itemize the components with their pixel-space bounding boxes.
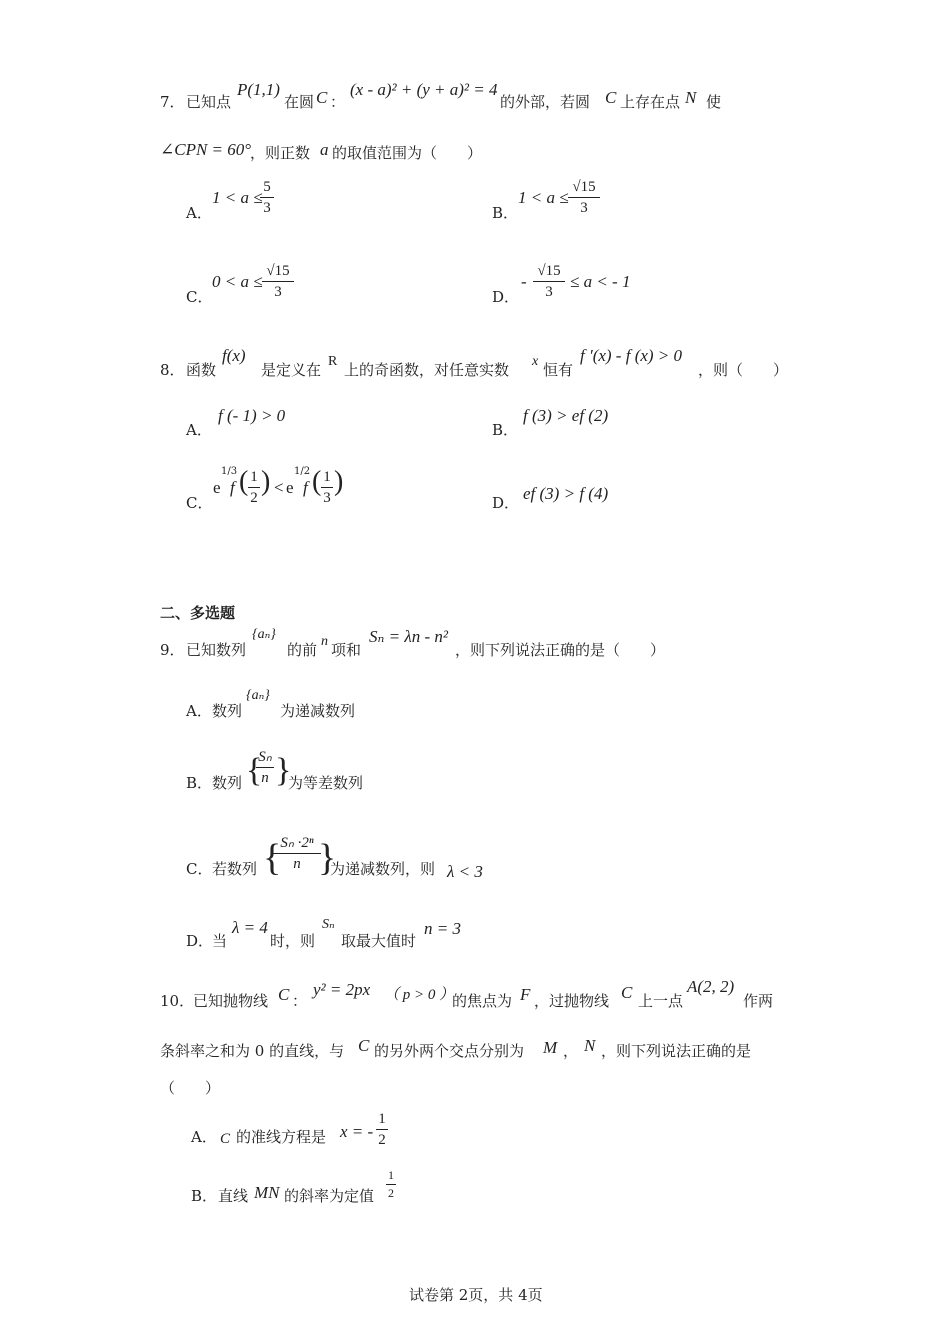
q7-option-b-expr: 1 < a ≤ — [518, 188, 569, 207]
q8-text-5: ，则（ ） — [698, 361, 789, 379]
q7-option-a-numerator: 5 — [263, 179, 271, 195]
q8-function: f(x) — [222, 346, 246, 365]
q9-option-c-fraction — [273, 834, 321, 873]
q8-condition: f ′(x) - f (x) > 0 — [580, 346, 683, 365]
q8-text-2: 是定义在 — [261, 361, 322, 379]
q7-text-7: 的取值范围为（ ） — [332, 144, 483, 162]
page-footer: 试卷第 2页，共 4页 — [409, 1286, 543, 1304]
q9-sequence: {aₙ} — [252, 627, 276, 642]
q7-circle-label-2: C — [605, 88, 617, 107]
q8-option-c-paren-close-1: ) — [261, 466, 271, 497]
q8-option-c-den-1: 2 — [250, 490, 258, 506]
q7-option-a-fraction — [260, 178, 274, 217]
q7-option-a-expr: 1 < a ≤ — [212, 188, 263, 207]
q9-option-c-condition: λ < 3 — [447, 862, 483, 881]
q7-option-c-label: C． — [186, 288, 213, 306]
q10-option-a-numerator: 1 — [378, 1111, 386, 1127]
q7-option-d-label: D． — [492, 288, 520, 306]
q7-option-b-denominator: 3 — [580, 200, 588, 216]
q7-option-d-fraction — [533, 262, 565, 301]
q7-circle-label: C — [316, 88, 328, 107]
q8-option-c-paren-close-2: ) — [334, 466, 344, 497]
q10-option-a-text: 的准线方程是 — [236, 1128, 327, 1146]
q10-text-5: 作两 — [743, 992, 774, 1010]
q10-option-b-MN: MN — [254, 1183, 280, 1202]
q9-option-c-denominator: n — [293, 856, 301, 872]
q7-angle: ∠CPN = 60° — [160, 140, 252, 159]
q8-option-c-label: C． — [186, 494, 213, 512]
q8-option-b-label: B． — [492, 421, 519, 439]
q7-variable-a: a — [320, 140, 329, 159]
q10-text-1: 已知抛物线 — [193, 992, 269, 1010]
q10-point-A: A(2, 2) — [687, 977, 735, 996]
q10-option-b-fraction — [386, 1168, 396, 1201]
q7-option-b-numerator: √15 — [572, 179, 596, 195]
q7-option-c-fraction — [262, 262, 294, 301]
q7-option-a-denominator: 3 — [263, 200, 271, 216]
q7-option-c-numerator: √15 — [266, 263, 290, 279]
q10-point-M: M — [543, 1038, 558, 1057]
q9-option-c-text-2: 为递减数列，则 — [330, 860, 436, 878]
q8-number: 8． — [160, 361, 185, 379]
q9-option-c-text-1: 若数列 — [212, 860, 258, 878]
q10-colon: ： — [292, 992, 308, 1010]
q9-option-d-text-2: 时，则 — [270, 932, 316, 950]
q10-option-b-text-2: 的斜率为定值 — [284, 1187, 375, 1205]
q8-option-d-expr: ef (3) > f (4) — [523, 484, 609, 503]
q9-option-b-numerator: Sₙ — [258, 749, 272, 765]
q9-option-d-text-3: 取最大值时 — [341, 932, 417, 950]
q9-text-2: 的前 — [287, 641, 318, 659]
q10-option-a-C: C — [220, 1131, 231, 1147]
q10-option-a-denominator: 2 — [378, 1132, 386, 1148]
q9-option-b-text-1: 数列 — [212, 774, 243, 792]
q9-option-d-n: n = 3 — [424, 919, 461, 938]
q10-point-N: N — [584, 1036, 596, 1055]
q7-option-c-denominator: 3 — [274, 284, 282, 300]
q9-option-c-brace-open: { — [263, 837, 282, 879]
q10-option-a-expr: x = - — [340, 1122, 374, 1141]
q9-option-d-lambda: λ = 4 — [232, 918, 268, 937]
q9-variable-n: n — [321, 634, 328, 649]
q8-option-c-f1: f — [230, 478, 235, 497]
q8-text-3: 上的奇函数，对任意实数 — [344, 361, 510, 379]
q10-option-b-label: B． — [191, 1187, 218, 1205]
q9-text-3: 项和 — [331, 641, 362, 659]
q8-option-d-label: D． — [492, 494, 520, 512]
q10-line2-text-3: ，则下列说法正确的是 — [601, 1042, 752, 1060]
q10-condition: （ p > 0 ） — [384, 987, 455, 1003]
q9-option-b-fraction — [256, 748, 274, 787]
q10-line3: （ ） — [160, 1079, 221, 1097]
q8-option-b-expr: f (3) > ef (2) — [523, 406, 609, 425]
q7-option-a-label: A． — [186, 204, 212, 222]
q9-option-d-label: D． — [186, 932, 214, 950]
q9-option-c-brace-close: } — [318, 837, 337, 879]
q10-parabola-equation: y² = 2px — [313, 980, 371, 999]
q8-option-c-fraction-2 — [321, 468, 333, 507]
q9-option-b-denominator: n — [261, 770, 269, 786]
q8-option-c-less: < — [274, 478, 284, 497]
q8-option-a-label: A． — [186, 421, 212, 439]
q7-text-4: 上存在点 — [620, 93, 681, 111]
q7-text-1: 已知点 — [186, 93, 232, 111]
q8-option-c-exponent-2: 1/2 — [294, 466, 311, 477]
q10-comma: ， — [563, 1042, 579, 1060]
q10-number: 10． — [160, 992, 195, 1010]
q10-option-b-numerator: 1 — [388, 1168, 394, 1182]
q8-option-c-paren-open-2: ( — [312, 466, 322, 497]
q10-option-b-denominator: 2 — [388, 1186, 394, 1200]
q7-colon: ： — [330, 93, 346, 111]
q8-text-4: 恒有 — [543, 361, 574, 379]
q8-text-1: 函数 — [186, 361, 217, 379]
q8-option-c-exponent-1: 1/3 — [221, 466, 238, 477]
q7-option-c-expr: 0 < a ≤ — [212, 272, 263, 291]
q7-option-b-fraction — [568, 178, 600, 217]
q9-option-c-numerator: Sₙ ·2ⁿ — [280, 835, 314, 851]
q9-option-a-label: A． — [186, 702, 212, 720]
q7-point-N: N — [685, 88, 697, 107]
q10-parabola-label-2: C — [621, 983, 633, 1002]
q7-option-d-expr: ≤ a < - 1 — [570, 272, 631, 291]
q7-option-d-minus: - — [521, 272, 527, 291]
q10-line2-text-2: 的另外两个交点分别为 — [374, 1042, 525, 1060]
q9-option-a-text-1: 数列 — [212, 702, 243, 720]
q7-text-6: ，则正数 — [250, 144, 311, 162]
q8-option-c-e1: e — [213, 478, 221, 497]
q9-text-4: ，则下列说法正确的是（ ） — [455, 641, 666, 659]
q7-text-5: 使 — [706, 93, 722, 111]
q8-option-c-num-2: 1 — [323, 469, 331, 485]
q8-option-a-expr: f (- 1) > 0 — [218, 406, 286, 425]
q9-text-1: 已知数列 — [186, 641, 247, 659]
q9-option-b-text-2: 为等差数列 — [288, 774, 364, 792]
section-header: 二、多选题 — [160, 604, 236, 622]
q9-option-b-label: B． — [186, 774, 213, 792]
q7-option-b-label: B． — [492, 204, 519, 222]
q7-option-d-denominator: 3 — [545, 284, 553, 300]
q8-option-c-fraction-1 — [248, 468, 260, 507]
q10-parabola-label: C — [278, 985, 290, 1004]
q9-option-c-label: C． — [186, 860, 213, 878]
q8-option-c-num-1: 1 — [250, 469, 258, 485]
q9-option-a-sequence: {aₙ} — [246, 688, 270, 703]
q10-text-2: 的焦点为 — [452, 992, 513, 1010]
q10-line2-text-1: 条斜率之和为 0 的直线，与 — [160, 1042, 345, 1060]
q9-option-d-text-1: 当 — [212, 932, 228, 950]
q9-option-b-brace-open: { — [246, 752, 263, 789]
q10-text-3: ，过抛物线 — [534, 992, 610, 1010]
q7-option-d-numerator: √15 — [537, 263, 561, 279]
q8-option-c-f2: f — [303, 478, 308, 497]
q10-focus: F — [520, 985, 531, 1004]
q8-option-c-paren-open-1: ( — [239, 466, 249, 497]
q8-set-R: R — [328, 354, 338, 369]
q7-point: P(1,1) — [237, 80, 280, 99]
q10-option-b-text-1: 直线 — [218, 1187, 249, 1205]
q10-option-a-fraction — [376, 1110, 388, 1149]
q10-line2-C: C — [358, 1036, 370, 1055]
q7-circle-equation: (x - a)² + (y + a)² = 4 — [350, 80, 498, 99]
q9-option-d-sum: Sₙ — [322, 917, 335, 932]
q7-number: 7． — [160, 93, 185, 111]
q8-option-c-den-2: 3 — [323, 490, 331, 506]
q9-sum-equation: Sₙ = λn - n² — [369, 627, 448, 646]
q7-text-2: 在圆 — [284, 93, 315, 111]
q8-variable-x: x — [532, 354, 539, 369]
q8-option-c-e2: e — [286, 478, 294, 497]
q9-option-b-brace-close: } — [275, 752, 292, 789]
q10-option-a-label: A． — [191, 1128, 217, 1146]
q10-text-4: 上一点 — [638, 992, 684, 1010]
q9-option-a-text-2: 为递减数列 — [280, 702, 356, 720]
q7-text-3: 的外部，若圆 — [500, 93, 591, 111]
q9-number: 9． — [160, 641, 185, 659]
